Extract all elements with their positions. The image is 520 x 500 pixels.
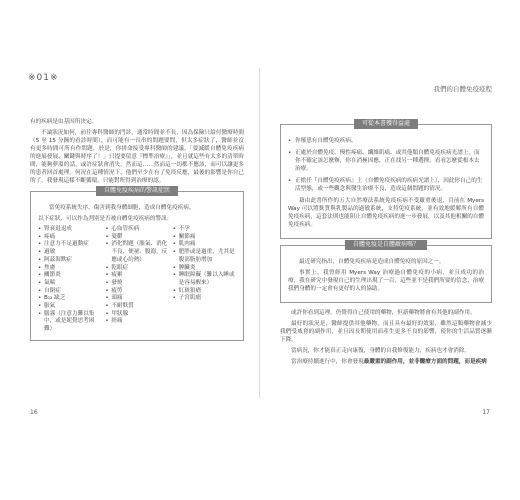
- running-title: 我們的自體免疫疫程: [433, 85, 492, 93]
- benefit-box-title: 可從本書獲得益處: [354, 119, 418, 129]
- symptom-item: • 過敏: [38, 249, 101, 257]
- symptoms-column-1: [38, 226, 101, 334]
- symptom-item: • 自閉症: [38, 288, 101, 296]
- symptom-item: • 子宮肌瘤: [173, 295, 236, 303]
- symptom-item: • 關節炎: [38, 272, 101, 280]
- left-paragraph-2: 不論狀況如何，前往專科醫師的門診，通常時間並不長，因為保險只給付醫療時間（5 至 15 分鐘的看診時間），而可能有一長串的問題要問，但太多症狀了，醫師並沒有更多時間可所有作問題。於是，你拼命接受專科醫師的建議，「要減緩自體免疫疾病的進展發展，關鍵與時序了！」只提要留意『標準治療』」，並且就這些有太多的清單時間，能夠夢溫的話，或許症狀會消失，然而這……然而這一切都不應該，而可以讓更多的患者回首處理。何況在這種情況下，他們至少在有了免疫反應，最後的影響是你自己的了，我發現這樣不斷循環，只能對所得到治療的認。: [30, 130, 244, 184]
- symptom-item: • 疲累: [105, 272, 168, 280]
- symptom-item: • 關節痛: [173, 234, 236, 242]
- symptoms-box-title: 自體免疫疾病的警訊症狀: [96, 186, 178, 196]
- symptom-item: • 發燒: [105, 280, 168, 288]
- symptom-item: • 腦霧（注意力難以集中，或是妮覺思考困難）: [38, 311, 101, 334]
- benefit-list: [288, 137, 484, 193]
- left-page: [30, 118, 244, 347]
- right-paragraph-4: [280, 358, 492, 366]
- question-paragraph-2: 事實上，我曾經用 Myers Way 治療過自體免疫的小病，並且成功的治療，我在研究中發現自己的生理出現了一百，這些並不是我們所要的信念，治療我們身體的一定會有更好的人的協助。: [288, 270, 484, 292]
- right-paragraph-2: 最好的狀況是，醫師提供其他藥物，而且具有最好的效果，雖然這類藥物會減少我們受威脅的副作用，並且因長期使用而產生更多不良的影響，使你的生活品質逐漸下降。: [280, 321, 492, 343]
- symptom-item: • 不孕: [173, 226, 236, 234]
- symptom-item: • 脹氣: [38, 303, 101, 311]
- question-paragraph-1: 最近研究指出，自體免疫疾病是造成自體免疫的原因之一。: [299, 259, 445, 265]
- symptom-item: • 腎衰退退成: [38, 226, 101, 234]
- benefit-item: • 正擔任『自體免疫疾病』上（自體免疫疾病的疾病光譜上），因此你自己的生活型態，或一些觀念與醫生治療不良，造成這個問題的情況。: [288, 177, 484, 193]
- symptom-item: • 脾臟炎: [173, 265, 236, 273]
- right-paragraph-4-emphasis: 最嚴重的副作用，並非醫療方面的問題，而是疾病: [363, 359, 487, 365]
- page-number-left: 16: [30, 409, 38, 416]
- symptom-item: • 焦慮: [38, 265, 101, 273]
- autoimmune-question-title: 自體免疫是自體敵病嗎？: [345, 240, 427, 250]
- symptom-item: • 疼痛: [38, 234, 101, 242]
- right-paragraph-3: 當病況，你才能真正走向康復，身體的自我修復能力，疾病也才會消除。: [291, 348, 471, 354]
- symptoms-columns: [38, 226, 236, 334]
- symptom-item: • 肥胖或是過重、尤其是腹部脂肪增加: [173, 249, 236, 264]
- right-paragraph-4-text: 當治療持續進行中，你會發現: [291, 359, 364, 365]
- symptoms-intro-2: 以下症狀，可以作為判別是否被自體免疫疾病的警訊：: [38, 216, 173, 222]
- symptom-item: • 氣喘: [38, 280, 101, 288]
- benefit-item: • 正處於自體免疫、慢性疼痛、纖維肌痛、或其他類自體免疫疾病光譜上，而你不確定該怎麼辦，你在消極因應，正在找另一種選擇，看看怎麼從根本去治療。: [288, 149, 484, 173]
- symptom-item: • 疲勞: [105, 288, 168, 296]
- symptom-item: • 紅斑狼瘡: [173, 288, 236, 296]
- right-paragraph-1: 或許你看到這裡，仍覺得自己使用的藥物，但新藥物將會有其他的副作用。: [291, 310, 476, 316]
- benefit-item: • 你罹患有自體免疫疾病。: [288, 137, 484, 145]
- symptoms-intro: 當免疫系統失序，傷害到我身體細胞，造成自體免疫疾病。: [49, 205, 195, 211]
- symptom-item: • 甲狀腺: [105, 311, 168, 319]
- benefit-box: [280, 120, 492, 239]
- symptom-item: • 心血管疾病: [105, 226, 168, 234]
- benefit-paragraph: 藉由此書所作的五大自然療法系統免疫疾病不受嚴重後退，目前在 Myers Way 可以將麩質與乳製品的過敏系統，支持免疫系統，並有效地緩解所有自體免疫疾病，這套法則也能阻止自體免疫疾病的進一步發展，以及其他相關的自體免疫疾病。: [288, 198, 484, 228]
- symptom-item: • 憂鬱: [105, 234, 168, 242]
- symptom-item: • 肌肉痛: [173, 241, 236, 249]
- chapter-number: ※01※: [28, 73, 59, 83]
- symptom-item: • 頭痛: [105, 295, 168, 303]
- symptom-item: • B₁₂ 缺乏: [38, 295, 101, 303]
- right-page: [280, 118, 492, 369]
- symptom-item: • 消化問題（脹氣、消化不良、便祕、腹瀉，反應或心約熱）: [105, 241, 168, 264]
- page-gutter: [259, 68, 260, 398]
- symptom-item: • 注意力不足過動症: [38, 241, 101, 249]
- symptom-item: • 經痛: [105, 318, 168, 326]
- symptom-item: • 不耐麩質: [105, 303, 168, 311]
- autoimmune-question-box: [280, 241, 492, 303]
- symptoms-box: [30, 187, 244, 341]
- symptom-item: • 睡眠障礙（難以入睡或是容易醒來）: [173, 272, 236, 287]
- symptom-item: • 乾眼症: [105, 265, 168, 273]
- symptom-item: • 阿茲海默症: [38, 257, 101, 265]
- page-number-right: 17: [482, 409, 490, 416]
- left-paragraph-1: 有的疾病是由基因所決定。: [30, 119, 98, 125]
- symptoms-column-3: [173, 226, 236, 334]
- symptoms-column-2: [105, 226, 168, 334]
